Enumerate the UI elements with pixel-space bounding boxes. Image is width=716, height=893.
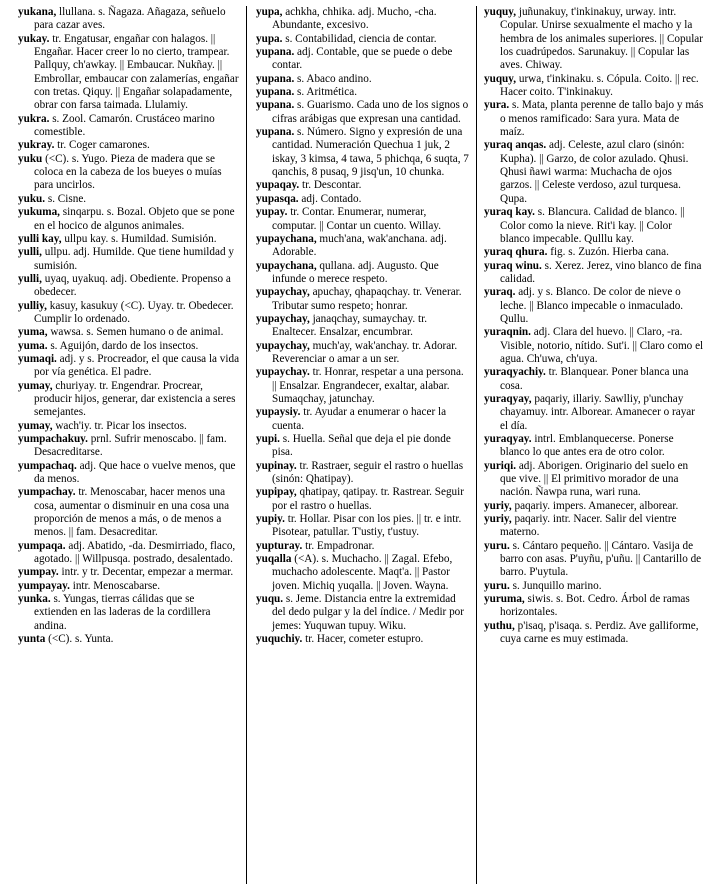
entry-headword: yuraqyay, (484, 392, 532, 405)
dictionary-entry (256, 460, 470, 487)
dictionary-entry (484, 366, 704, 393)
dictionary-entry (256, 553, 470, 593)
entry-headword: yumaqi. (18, 352, 57, 365)
dictionary-entry (18, 33, 240, 113)
entry-headword: yupaysiy. (256, 406, 301, 419)
dictionary-entry (256, 406, 470, 433)
dictionary-entry (256, 46, 470, 73)
entry-headword: yulli, (18, 246, 42, 259)
entry-headword: yumay, (18, 379, 53, 392)
entry-headword: yupana. (256, 86, 295, 99)
entry-definition: s. Aritmética. (294, 86, 358, 99)
entry-headword: yuquy, (484, 6, 517, 18)
dictionary-entry (256, 179, 470, 192)
dictionary-entry (256, 73, 470, 86)
entry-headword: yupturay. (256, 539, 303, 552)
entry-headword: yupaqay. (256, 179, 300, 192)
entry-headword: yuquchiy. (256, 633, 303, 646)
dictionary-entry (18, 193, 240, 206)
entry-definition: llullana. s. Ñagaza. Añagaza, señuelo para cazar aves. (34, 6, 226, 32)
dictionary-entry (18, 246, 240, 273)
entry-definition: churiyay. tr. Engendrar. Procrear, producir hijos, generar, dar existencia a seres semejantes. (34, 379, 236, 419)
dictionary-entry (18, 593, 240, 633)
entry-definition: tr. Honrar, respetar a una persona. || Ensalzar. Engrandecer, exaltar, alabar. Sumaqchay, jatunchay. (272, 366, 464, 405)
entry-definition: s. Huella. Señal que deja el pie donde pisa. (272, 433, 451, 459)
entry-definition: tr. Blanquear. Poner blanca una cosa. (500, 366, 689, 392)
dictionary-entry (256, 633, 470, 646)
entry-definition: tr. Descontar. (299, 179, 362, 192)
dictionary-entry (18, 340, 240, 353)
dictionary-entry (484, 73, 704, 100)
column-2 (256, 6, 470, 647)
entry-headword: yumpay. (18, 566, 59, 579)
dictionary-entry (18, 273, 240, 300)
entry-definition: adj. Contable, que se puede o debe contar. (272, 46, 453, 72)
entry-headword: yupaychana, (256, 232, 317, 245)
entry-definition: wach'iy. tr. Picar los insectos. (52, 419, 187, 432)
dictionary-entry (256, 513, 470, 540)
entry-headword: yupaychay, (256, 286, 310, 299)
entry-headword: yuma, (18, 326, 48, 339)
entry-headword: yuqu. (256, 593, 284, 606)
entry-definition: apuchay, qhapaqchay. tr. Venerar. Tributar sumo respeto; honrar. (272, 286, 462, 312)
entry-definition: tr. Menoscabar, hacer menos una cosa, aumentar o disminuir en una cosa una proporción de menos a más, o de menos a menos. || fam. Desacreditar. (34, 486, 230, 539)
entry-definition: intr. y tr. Decentar, empezar a mermar. (58, 566, 234, 579)
entry-definition: s. Yungas, tierras cálidas que se extienden en las laderas de la cordillera andina. (34, 593, 211, 632)
entry-definition: uyaq, uyakuq. adj. Obediente. Propenso a obedecer. (34, 272, 231, 299)
entry-headword: yuraqyachiy. (484, 366, 546, 379)
column-1 (18, 6, 240, 647)
entry-definition: adj. Aborigen. Originario del suelo en que vive. || El primitivo morador de una nación. Ñawpa runa, wari runa. (500, 459, 689, 499)
entry-headword: yuraq kay. (484, 206, 535, 219)
entry-headword: yupaychay, (256, 339, 310, 352)
entry-headword: yupinay. (256, 459, 297, 472)
dictionary-entry (18, 6, 240, 33)
entry-definition: adj. Que hace o vuelve menos, que da menos. (34, 459, 236, 486)
entry-definition: (<C). s. Yunta. (45, 633, 114, 646)
entry-headword: yuraqnin. (484, 326, 531, 339)
entry-headword: yuriy, (484, 499, 512, 512)
dictionary-entry (484, 246, 704, 259)
entry-headword: yumpaqa. (18, 539, 66, 552)
entry-definition: s. Junquillo marino. (509, 579, 602, 592)
entry-definition: siwis. s. Bot. Cedro. Árbol de ramas horizontales. (500, 593, 690, 619)
dictionary-entry (256, 340, 470, 367)
dictionary-entry (256, 366, 470, 406)
entry-definition: wawsa. s. Semen humano o de animal. (47, 326, 224, 339)
entry-headword: yuru. (484, 539, 510, 552)
entry-headword: yupaychay. (256, 366, 310, 379)
entry-headword: yuku. (18, 192, 46, 205)
dictionary-entry (484, 206, 704, 246)
entry-headword: yupana. (256, 99, 295, 112)
entry-definition: juñunakuy, t'inkinakuy, urway. intr. Copular. Unirse sexualmente el macho y la hembra de los animales superiores. || Copular los cuadrúpedos. Sarunakuy. || Copular las aves. Chiway. (500, 6, 704, 72)
dictionary-entry (484, 433, 704, 460)
entry-headword: yukra. (18, 112, 50, 125)
entry-definition: achkha, chhika. adj. Mucho, -cha. Abundante, excesivo. (272, 6, 437, 32)
dictionary-entry (484, 99, 704, 139)
dictionary-entry (256, 593, 470, 633)
dictionary-entry (18, 486, 240, 539)
entry-definition: tr. Hacer, cometer estupro. (302, 633, 424, 646)
entry-headword: yuqalla (256, 553, 292, 566)
entry-headword: yuraq. (484, 286, 516, 299)
entry-headword: yuku (18, 152, 43, 165)
dictionary-entry (18, 580, 240, 593)
entry-headword: yuraq anqas. (484, 139, 547, 152)
entry-headword: yupi. (256, 433, 280, 445)
entry-definition: adj. Contado. (298, 192, 362, 205)
entry-headword: yupaychana, (256, 259, 317, 272)
dictionary-entry (484, 593, 704, 620)
dictionary-entry (484, 139, 704, 206)
entry-headword: yuraq qhura. (484, 246, 548, 259)
entry-definition: tr. Rastraer, seguir el rastro o huellas (sinón: Qhatipay). (272, 459, 464, 486)
entry-headword: yuraq winu. (484, 259, 542, 272)
dictionary-entry (256, 193, 470, 206)
dictionary-entry (484, 620, 704, 647)
entry-definition: paqariy. impers. Amanecer, alborear. (511, 499, 679, 512)
entry-definition: (<C). s. Yugo. Pieza de madera que se coloca en la cabeza de los bueyes o muías para uncirlos. (34, 152, 222, 192)
entry-headword: yukana, (18, 6, 57, 18)
entry-definition: tr. Coger camarones. (54, 139, 150, 152)
entry-definition: urwa, t'inkinaku. s. Cópula. Coito. || rec. Hacer coito. T'inkinakuy. (500, 72, 699, 99)
dictionary-entry (256, 286, 470, 313)
entry-headword: yuru. (484, 579, 510, 592)
dictionary-entry (18, 153, 240, 193)
entry-definition: adj. Abatido, -da. Desmirriado, flaco, agotado. || Willpusqa. postrado, desalentado. (34, 539, 236, 566)
dictionary-entry (18, 540, 240, 567)
entry-definition: much'ay, wak'anchay. tr. Adorar. Reverenciar o amar a un ser. (272, 339, 458, 365)
entry-headword: yunka. (18, 593, 51, 606)
entry-definition: s. Blancura. Calidad de blanco. || Color como la nieve. Rit'i kay. || Color blanco impecable. Qulllu kay. (500, 206, 685, 245)
dictionary-entry (18, 380, 240, 420)
entry-definition: tr. Engatusar, engañar con halagos. || Engañar. Hacer creer lo no cierto, trampear. Pallquy, ch'awkay. || Embaucar. Nukñay. || Embrollar, embaucar con zalamerías, engañar con tretas. Qiquy. || Engañar solapadamente, obrar con farsa taimada. Llulamiy. (34, 32, 239, 112)
entry-definition: intr. Menoscabarse. (69, 579, 161, 592)
entry-headword: yupa, (256, 6, 283, 18)
dictionary-entry (484, 580, 704, 593)
dictionary-entry (256, 6, 470, 33)
dictionary-entry (484, 540, 704, 580)
entry-definition: tr. Empadronar. (302, 539, 375, 552)
entry-definition: s. Aguijón, dardo de los insectos. (47, 339, 199, 352)
entry-headword: yupipay, (256, 486, 297, 499)
entry-definition: paqariy. intr. Nacer. Salir del vientre materno. (500, 513, 677, 539)
dictionary-entry (256, 540, 470, 553)
dictionary-entry (256, 33, 470, 46)
entry-headword: yupana. (256, 72, 295, 85)
dictionary-entry (18, 113, 240, 140)
dictionary-entry (18, 566, 240, 579)
dictionary-entry (18, 433, 240, 460)
entry-definition: kasuy, kasukuy (<C). Uyay. tr. Obedecer. Cumplir lo ordenado. (34, 299, 234, 325)
entry-headword: yumpayay. (18, 579, 70, 592)
entry-definition: s. Contabilidad, ciencia de contar. (282, 32, 437, 45)
dictionary-entry (484, 326, 704, 366)
dictionary-entry (484, 260, 704, 287)
entry-definition: qhatipay, qatipay. tr. Rastrear. Seguir por el rastro o huellas. (272, 486, 464, 512)
dictionary-entry (256, 126, 470, 179)
dictionary-entry (18, 420, 240, 433)
entry-definition: adj. y s. Blanco. De color de nieve o leche. || Blanco impecable o inmaculado. Qullu. (500, 286, 684, 325)
dictionary-entry (256, 260, 470, 287)
entry-definition: ullpu kay. s. Humildad. Sumisión. (61, 232, 217, 245)
entry-definition: s. Jeme. Distancia entre la extremidad del dedo pulgar y la del índice. / Medir por jemes: Yuquwan tupuy. Wiku. (272, 593, 464, 632)
dictionary-entry (18, 139, 240, 152)
entry-headword: yuquy, (484, 72, 517, 85)
dictionary-entry (18, 206, 240, 233)
entry-definition: fig. s. Zuzón. Hierba cana. (547, 246, 669, 259)
entry-definition: tr. Ayudar a enumerar o hacer la cuenta. (272, 406, 447, 432)
entry-headword: yunta (18, 633, 46, 646)
entry-definition: paqariy, illariy. Sawlliy, p'unchay chayamuy. intr. Alborear. Amanecer o rayar el día. (500, 392, 695, 432)
entry-headword: yupana. (256, 126, 295, 139)
entry-definition: ullpu. adj. Humilde. Que tiene humildad y sumisión. (34, 246, 234, 272)
column-3 (484, 6, 704, 647)
entry-headword: yupay. (256, 206, 288, 219)
entry-definition: tr. Contar. Enumerar, numerar, computar. || Contar un cuento. Willay. (272, 206, 442, 232)
entry-headword: yulli, (18, 272, 42, 285)
entry-headword: yumay, (18, 419, 53, 432)
dictionary-entry (18, 633, 240, 646)
entry-headword: yuruma, (484, 593, 525, 606)
entry-definition: s. Abaco andino. (294, 72, 372, 85)
entry-headword: yura. (484, 99, 510, 112)
entry-headword: yuriy, (484, 513, 512, 526)
entry-headword: yupasqa. (256, 192, 299, 205)
entry-headword: yupana. (256, 46, 295, 59)
dictionary-entry (484, 500, 704, 513)
entry-headword: yukay. (18, 32, 50, 45)
entry-headword: yupa. (256, 32, 283, 45)
dictionary-entry (256, 206, 470, 233)
dictionary-entry (256, 486, 470, 513)
entry-definition: (<A). s. Muchacho. || Zagal. Efebo, muchacho adolescente. Maqt'a. || Pastor joven. Michiq yuqalla. || Joven. Wayna. (272, 553, 453, 592)
entry-headword: yulliy, (18, 299, 47, 312)
entry-headword: yulli kay, (18, 232, 62, 245)
dictionary-entry (18, 300, 240, 327)
dictionary-entry (256, 86, 470, 99)
entry-headword: yuraqyay. (484, 433, 532, 445)
column-divider (476, 6, 477, 884)
entry-definition: s. Guarismo. Cada uno de los signos o cifras arábigas que expresan una cantidad. (272, 99, 469, 125)
dictionary-entry (256, 99, 470, 126)
entry-definition: s. Cisne. (45, 192, 87, 205)
dictionary-entry (484, 513, 704, 540)
dictionary-entry (18, 460, 240, 487)
entry-headword: yumpachakuy. (18, 433, 88, 445)
entry-headword: yuriqi. (484, 459, 517, 472)
dictionary-entry (256, 233, 470, 260)
dictionary-entry (484, 6, 704, 73)
entry-definition: s. Xerez. Jerez, vino blanco de fina calidad. (500, 259, 702, 285)
entry-headword: yukuma, (18, 206, 60, 219)
dictionary-entry (256, 433, 470, 460)
entry-headword: yumpachaq. (18, 459, 77, 472)
entry-definition: prnl. Sufrir menoscabo. || fam. Desacreditarse. (34, 433, 227, 459)
entry-definition: s. Cántaro pequeño. || Cántaro. Vasija de barro con asas. P'uyñu, p'uñu. || Cantarillo de barro. P'uytula. (500, 539, 702, 579)
column-divider (246, 6, 247, 884)
dictionary-entry (484, 286, 704, 326)
entry-definition: adj. y s. Procreador, el que causa la vida por vía genética. El padre. (34, 352, 240, 379)
entry-definition: tr. Hollar. Pisar con los pies. || tr. e intr. Pisotear, patullar. T'ustiy, t'ustuy. (272, 513, 462, 539)
dictionary-entry (256, 313, 470, 340)
entry-definition: s. Mata, planta perenne de tallo bajo y más o menos ramificado: Sara yura. Mata de maíz. (500, 99, 704, 139)
entry-definition: intrl. Emblanquecerse. Ponerse blanco lo que antes era de otro color. (500, 433, 674, 459)
entry-definition: p'isaq, p'isaqa. s. Perdiz. Ave galliforme, cuya carne es muy estimada. (500, 619, 699, 646)
dictionary-entry (18, 326, 240, 339)
entry-definition: much'ana, wak'anchana. adj. Adorable. (272, 232, 447, 259)
dictionary-entry (484, 393, 704, 433)
entry-definition: s. Zool. Camarón. Crustáceo marino comestible. (34, 112, 215, 139)
entry-headword: yukray. (18, 139, 55, 152)
entry-definition: adj. Clara del huevo. || Claro, -ra. Visible, notorio, nítido. Sut'i. || Claro como el agua. Ch'uwa, ch'uya. (500, 326, 704, 365)
dictionary-entry (18, 353, 240, 380)
entry-headword: yuthu, (484, 619, 515, 632)
entry-definition: qullana. adj. Augusto. Que infunde o merece respeto. (272, 259, 439, 285)
entry-headword: yuma. (18, 339, 48, 352)
entry-definition: s. Número. Signo y expresión de una cantidad. Numeración Quechua 1 juk, 2 iskay, 3 kimsa, 4 tawa, 5 phichqa, 6 suqta, 7 qanchis, 8 pusaq, 9 jisq'un, 10 chunka. (272, 126, 469, 179)
entry-headword: yupaychay, (256, 312, 310, 325)
entry-definition: adj. Celeste, azul claro (sinón: Kupha). || Garzo, de color azulado. Qhusi. Qhusi ñawi warma: Muchacha de ojos garzos. || Celeste verdoso, azul turquesa. Qupa. (500, 139, 689, 205)
dictionary-entry (484, 460, 704, 500)
entry-headword: yumpachay. (18, 486, 76, 499)
entry-headword: yupiy. (256, 513, 285, 526)
entry-definition: janaqchay, sumaychay. tr. Enaltecer. Ensalzar, encumbrar. (272, 312, 427, 339)
dictionary-entry (18, 233, 240, 246)
entry-definition: sinqarpu. s. Bozal. Objeto que se pone en el hocico de algunos animales. (34, 206, 235, 232)
